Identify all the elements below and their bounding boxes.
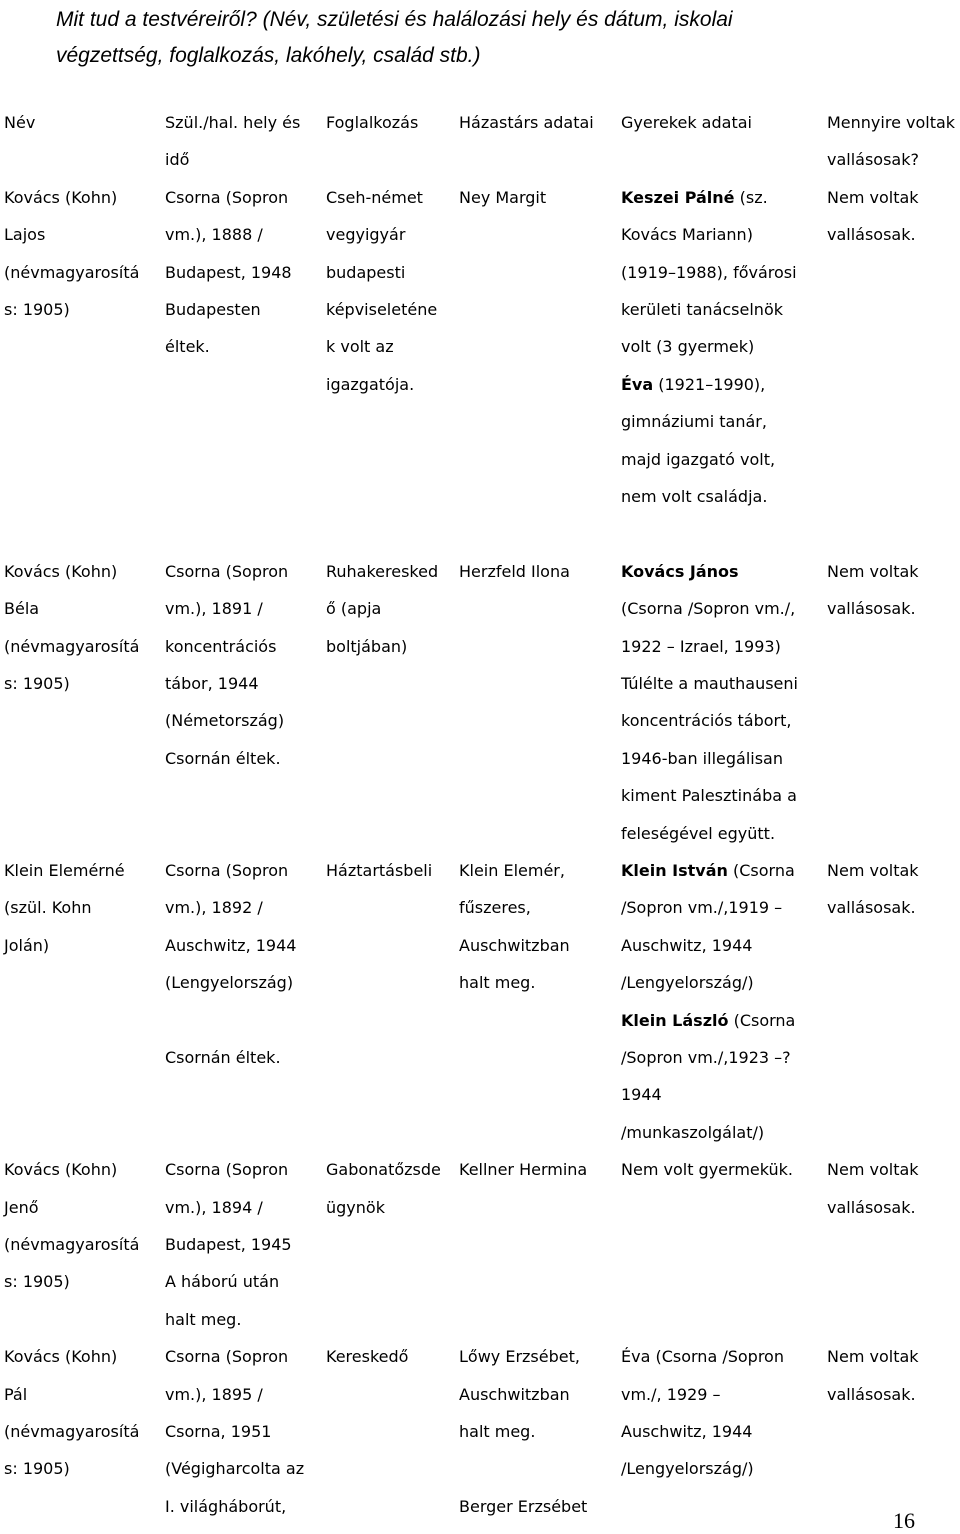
cell-line: Nem voltak [827,187,919,207]
religion-cell [827,1151,960,1226]
spouse-cell [459,104,617,141]
children-cell [621,104,821,141]
cell-line: vallásosak. [827,225,916,245]
cell-line: gimnáziumi tanár, [621,412,767,432]
cell-line: fűszeres, [459,898,531,918]
question-line-1: Mit tud a testvéreiről? (Név, születési és halálozási hely és dátum, iskolai [56,8,733,31]
cell-line: halt meg. [459,1421,536,1441]
cell-line: idő [165,150,190,170]
cell-line: Klein László (Csorna [621,1010,796,1030]
cell-line: (névmagyarosítá [4,636,140,656]
cell-line: vm.), 1894 / [165,1197,263,1217]
children-cell [621,553,821,852]
cell-line: ő (apja [326,599,382,619]
cell-line: Csorna, 1951 [165,1421,272,1441]
cell-line: Nem voltak [827,1160,919,1180]
question-heading [56,2,946,74]
cell-line: I. világháborút, [165,1496,287,1516]
cell-line: Auschwitzban [459,935,570,955]
cell-line: Gabonatőzsde [326,1160,441,1180]
children-cell [621,179,821,516]
cell-line: vallásosak. [827,1197,916,1217]
cell-line: vm.), 1891 / [165,599,263,619]
cell-line: Keszei Pálné (sz. [621,187,768,207]
birth-death-cell [165,553,320,777]
cell-line: budapesti [326,262,406,282]
cell-line: ügynök [326,1197,385,1217]
occupation-cell [326,104,456,141]
occupation-cell [326,179,456,403]
cell-line: Auschwitz, 1944 [621,935,753,955]
cell-line: feleségével együtt. [621,823,776,843]
cell-line: 1944 [621,1085,662,1105]
cell-line: (Lengyelország) [165,973,294,993]
cell-line: /munkaszolgálat/) [621,1122,765,1142]
cell-line: Cseh-német [326,187,423,207]
cell-line [165,1002,320,1039]
spouse-cell [459,852,617,1002]
cell-line: Nem voltak [827,1347,919,1367]
cell-line: (névmagyarosítá [4,1421,140,1441]
question-line-2: végzettség, foglalkozás, lakóhely, család stb.) [56,44,481,67]
cell-line: Klein Elemér, [459,860,565,880]
cell-line: A háború után [165,1272,280,1292]
cell-line: /Sopron vm./,1919 – [621,898,783,918]
cell-line: Kovács Mariann) [621,225,753,245]
occupation-cell [326,553,456,665]
cell-line: vallásosak. [827,599,916,619]
name-cell [4,1151,159,1301]
cell-line: 1946-ban illegálisan [621,748,783,768]
cell-line: (Végigharcolta az [165,1459,305,1479]
cell-line: Név [4,113,36,132]
cell-line: /Lengyelország/) [621,1459,754,1479]
cell-line: Budapest, 1948 [165,262,292,282]
name-cell [4,1338,159,1488]
spouse-cell [459,179,617,216]
cell-line: Lajos [4,225,46,245]
cell-line: Lőwy Erzsébet, [459,1347,580,1367]
children-cell [621,852,821,1151]
spouse-cell [459,1338,617,1525]
religion-cell [827,553,960,628]
cell-line: Csornán éltek. [165,1047,281,1067]
children-cell [621,1338,821,1488]
cell-line: vegyigyár [326,225,406,245]
cell-line: boltjában) [326,636,408,656]
cell-line: k volt az [326,337,394,357]
cell-line: Béla [4,599,40,619]
table-row [0,1151,960,1338]
cell-line: vm./, 1929 – [621,1384,721,1404]
religion-cell [827,179,960,254]
cell-line: Csornán éltek. [165,748,281,768]
cell-line: Csorna (Sopron [165,187,289,207]
siblings-table [0,104,960,1525]
cell-line: Csorna (Sopron [165,860,289,880]
religion-cell [827,852,960,927]
cell-line: igazgatója. [326,374,415,394]
cell-line: Budapesten [165,299,261,319]
cell-line: Herzfeld Ilona [459,561,570,581]
cell-line: képviseleténe [326,299,438,319]
cell-line: vm.), 1888 / [165,225,263,245]
cell-line: Auschwitz, 1944 [621,1421,753,1441]
cell-line: koncentrációs [165,636,277,656]
cell-line: /Sopron vm./,1923 –? [621,1047,791,1067]
table-row [0,553,960,852]
occupation-cell [326,852,456,889]
cell-line: Klein István (Csorna [621,860,795,880]
occupation-cell [326,1151,456,1226]
cell-line: halt meg. [165,1309,242,1329]
cell-line: nem volt családja. [621,486,768,506]
cell-line: Kellner Hermina [459,1160,588,1180]
cell-line: Jenő [4,1197,39,1217]
cell-line: Budapest, 1945 [165,1234,292,1254]
cell-line: s: 1905) [4,1459,70,1479]
cell-line: /Lengyelország/) [621,973,754,993]
cell-line: Csorna (Sopron [165,1347,289,1367]
name-cell [4,104,159,141]
cell-line: (névmagyarosítá [4,262,140,282]
cell-line: Kovács János [621,561,739,581]
cell-line: Háztartásbeli [326,860,433,880]
cell-line: (Németország) [165,711,285,731]
spouse-cell [459,553,617,590]
birth-death-cell [165,179,320,366]
cell-line: vallásosak. [827,898,916,918]
cell-line: Kovács (Kohn) [4,1347,118,1367]
cell-line: Szül./hal. hely és [165,113,301,132]
cell-line: Kereskedő [326,1347,409,1367]
cell-line: Éva (1921–1990), [621,374,766,394]
cell-line: Kovács (Kohn) [4,1160,118,1180]
cell-line: tábor, 1944 [165,673,259,693]
cell-line: Foglalkozás [326,113,419,132]
birth-death-cell [165,104,320,179]
name-cell [4,553,159,703]
cell-line: (1919–1988), fővárosi [621,262,797,282]
table-header-row [0,104,960,179]
name-cell [4,852,159,964]
cell-line: kerületi tanácselnök [621,299,783,319]
spouse-cell [459,1151,617,1188]
page-number: 16 [893,1508,915,1533]
children-cell [621,1151,821,1188]
cell-line: Nem voltak [827,561,919,581]
cell-line: koncentrációs tábort, [621,711,792,731]
cell-line: Auschwitzban [459,1384,570,1404]
cell-line: Kovács (Kohn) [4,187,118,207]
cell-line: Csorna (Sopron [165,1160,289,1180]
cell-line: Ruhakeresked [326,561,439,581]
cell-line: (szül. Kohn [4,898,92,918]
occupation-cell [326,1338,456,1375]
cell-line: Mennyire voltak [827,113,956,132]
cell-line: vm.), 1895 / [165,1384,263,1404]
cell-line: Auschwitz, 1944 [165,935,297,955]
cell-line: Éva (Csorna /Sopron [621,1347,784,1367]
cell-line: s: 1905) [4,673,70,693]
cell-line: halt meg. [459,973,536,993]
cell-line: Ney Margit [459,187,547,207]
cell-line: Nem volt gyermekük. [621,1160,794,1180]
birth-death-cell [165,1338,320,1525]
cell-line: kiment Palesztinába a [621,786,797,806]
cell-line: s: 1905) [4,299,70,319]
cell-line: (Csorna /Sopron vm./, [621,599,796,619]
cell-line: Pál [4,1384,28,1404]
cell-line: éltek. [165,337,210,357]
birth-death-cell [165,852,320,1076]
table-row [0,1338,960,1525]
religion-cell [827,104,960,179]
cell-line: s: 1905) [4,1272,70,1292]
cell-line: Jolán) [4,935,50,955]
cell-line: Klein Elemérné [4,860,125,880]
religion-cell [827,1338,960,1413]
cell-line: volt (3 gyermek) [621,337,755,357]
cell-line: majd igazgató volt, [621,449,776,469]
cell-line: Csorna (Sopron [165,561,289,581]
cell-line: Nem voltak [827,860,919,880]
cell-line: vallásosak? [827,150,919,170]
cell-line: 1922 – Izrael, 1993) [621,636,781,656]
cell-line [459,1450,617,1487]
cell-line: Kovács (Kohn) [4,561,118,581]
table-row [0,179,960,553]
birth-death-cell [165,1151,320,1338]
cell-line: Berger Erzsébet [459,1496,588,1516]
cell-line: vm.), 1892 / [165,898,263,918]
cell-line: Házastárs adatai [459,113,594,132]
cell-line: Túlélte a mauthauseni [621,673,798,693]
table-row [0,852,960,1151]
cell-line: (névmagyarosítá [4,1234,140,1254]
cell-line: vallásosak. [827,1384,916,1404]
name-cell [4,179,159,329]
cell-line: Gyerekek adatai [621,113,752,132]
